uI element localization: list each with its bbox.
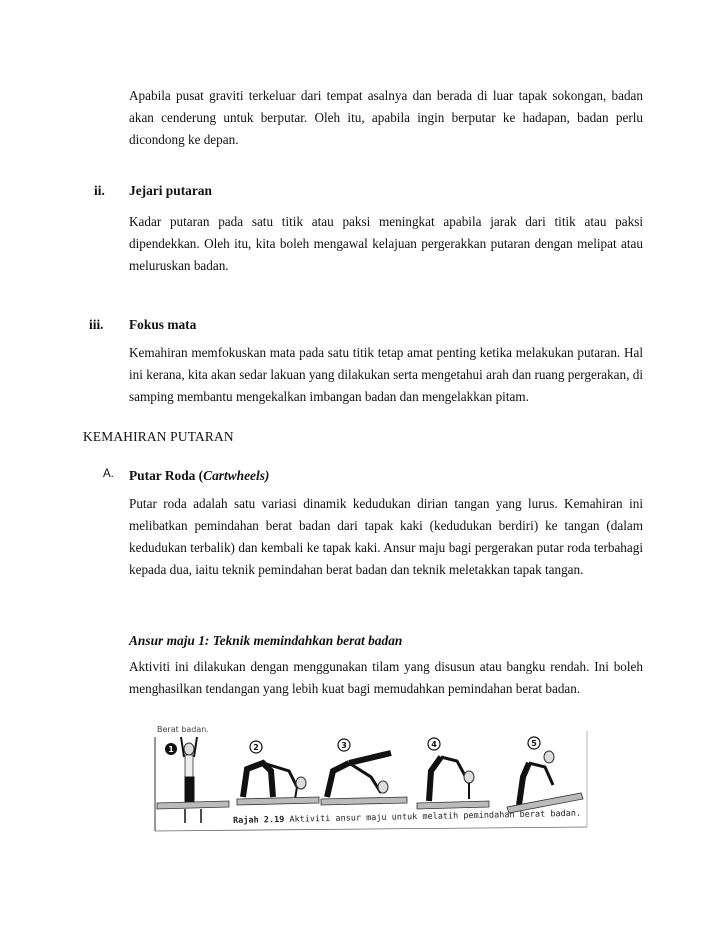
heading-jejari-putaran: Jejari putaran xyxy=(129,183,212,198)
step-number-2: 2 xyxy=(253,743,259,752)
heading-putar-roda-italic: Cartwheels) xyxy=(203,468,270,483)
list-number-iii: iii. xyxy=(89,317,104,332)
gymnast-pose-3 xyxy=(321,753,407,805)
fokus-mata-paragraph: Kemahiran memfokuskan mata pada satu titik tetap amat penting ketika melakukan putaran. Hal ini kerana, kita akan sedar lakuan yang dilakukan serta mengetahui arah dan ruang pergerakan, di samping membantu mengekalkan imbangan badan dan mengelakkan pitam. xyxy=(129,345,643,404)
figure-caption-label: Rajah 2.19 xyxy=(233,814,285,826)
gymnast-pose-5 xyxy=(507,751,583,813)
heading-putar-roda-main: Putar Roda ( xyxy=(129,468,204,483)
heading-fokus-mata: Fokus mata xyxy=(129,317,197,332)
step-number-5: 5 xyxy=(531,739,537,748)
step-number-3: 3 xyxy=(341,741,347,750)
list-number-ii: ii. xyxy=(94,183,105,198)
figure-caption-text: Aktiviti ansur maju untuk melatih pemindahan berat badan. xyxy=(289,808,582,825)
gymnast-pose-2 xyxy=(237,763,319,805)
figure-top-text: Berat badan. xyxy=(157,725,209,734)
putar-roda-paragraph: Putar roda adalah satu variasi dinamik kedudukan dirian tangan yang lurus. Kemahiran ini melibatkan pemindahan berat badan dari tapak kaki (kedudukan berdiri) ke tangan (dalam kedudukan terbalik) dan kembali ke tapak kaki. Ansur maju bagi pergerakan putar roda terbahagi kepada dua, iaitu teknik pemindahan berat badan dan teknik meletakkan tapak tangan. xyxy=(129,496,643,577)
list-marker-a: A. xyxy=(103,468,114,480)
gymnast-pose-4 xyxy=(417,757,489,809)
figure-rajah-2-19 xyxy=(151,727,589,835)
section-title: KEMAHIRAN PUTARAN xyxy=(83,429,234,444)
jejari-putaran-paragraph: Kadar putaran pada satu titik atau paksi meningkat apabila jarak dari titik atau paksi dipendekkan. Oleh itu, kita boleh mengawal kelajuan pergerakkan putaran dengan melipat atau meluruskan badan. xyxy=(129,214,643,273)
intro-paragraph: Apabila pusat graviti terkeluar dari tempat asalnya dan berada di luar tapak sokongan, badan akan cenderung untuk berputar. Oleh itu, apabila ingin berputar ke hadapan, badan perlu dicondong ke depan. xyxy=(129,88,643,147)
ansur-maju-paragraph: Aktiviti ini dilakukan dengan menggunakan tilam yang disusun atau bangku rendah. Ini boleh menghasilkan tendangan yang lebih kuat bagi memudahkan pemindahan berat badan. xyxy=(129,659,643,696)
step-number-1: 1 xyxy=(168,745,174,754)
heading-ansur-maju-1: Ansur maju 1: Teknik memindahkan berat badan xyxy=(129,633,403,648)
heading-putar-roda xyxy=(129,466,269,486)
step-number-4: 4 xyxy=(431,740,437,749)
